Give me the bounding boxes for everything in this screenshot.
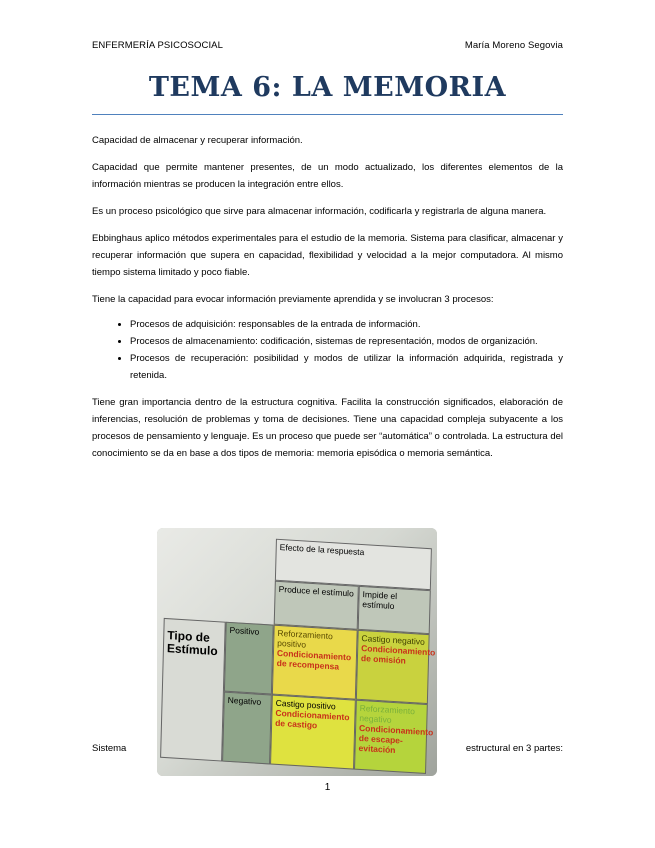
paragraph: Ebbinghaus aplico métodos experimentales para el estudio de la memoria. Sistema para clasificar, almacenar y recuperar información que supera en capacidad, flexibilidad y velocidad a la mejor computadora. Al mismo tiempo sistema limitado y poco fiable. — [92, 233, 563, 278]
cell-tipo-estimulo: Tipo de Estímulo — [160, 618, 226, 762]
cell-produce: Produce el estímulo — [274, 581, 359, 630]
cell-efecto: Efecto de la respuesta — [275, 539, 432, 590]
label-castigo-positivo: Castigo positivo — [275, 697, 336, 712]
paragraph: Tiene gran importancia dentro de la estructura cognitiva. Facilita la construcción significados, elaboración de inferencias, resolución de problemas y toma de decisiones. Tiene una capacidad compleja subyacente a los procesos de pensamiento y lenguaje. Es un proceso que puede ser “automática” o controlada. La estructura del conocimiento se da en base a dos tipos de memoria: memoria episódica o memoria semántica. — [92, 397, 563, 459]
document-body — [92, 132, 563, 472]
cell-reforzamiento-negativo — [354, 700, 434, 774]
process-list — [92, 316, 563, 384]
cell-negativo: Negativo — [222, 692, 272, 765]
label-cond-castigo: Condicionamiento de castigo — [275, 707, 350, 731]
paragraph: Capacidad que permite mantener presentes, de un modo actualizado, los diferentes elementos de la información mientras se producen la integración entre ellos. — [92, 162, 563, 190]
list-item: • Procesos de recuperación: posibilidad y modos de utilizar la información adquirida, registrada y retenida. — [130, 350, 563, 384]
list-item: • Procesos de adquisición: responsables de la entrada de información. — [130, 316, 563, 333]
cell-castigo-positivo — [270, 695, 356, 770]
conditioning-table — [160, 532, 436, 774]
cell-positivo: Positivo — [224, 622, 274, 695]
title-underline — [92, 114, 563, 115]
conditioning-table-photo — [157, 528, 437, 776]
cell-reforzamiento-positivo — [272, 625, 358, 700]
page-title: TEMA 6: LA MEMORIA — [148, 72, 507, 103]
label-cond-escape: Condicionamiento de escape-evitación — [358, 722, 434, 756]
page-number: 1 — [324, 782, 331, 793]
paragraph: Tiene la capacidad para evocar información previamente aprendida y se involucran 3 procesos: — [92, 294, 494, 305]
label-castigo-negativo: Castigo negativo — [361, 633, 425, 647]
header-course: ENFERMERÍA PSICOSOCIAL — [92, 40, 224, 51]
cell-impide: Impide el estímulo — [358, 586, 431, 634]
list-item: • Procesos de almacenamiento: codificación, sistemas de representación, modos de organización. — [130, 333, 563, 350]
header-author: María Moreno Segovia — [464, 40, 563, 51]
paragraph: Es un proceso psicológico que sirve para almacenar información, codificarla y registrarla de alguna manera. — [92, 206, 547, 217]
caption-right: estructural en 3 partes: — [465, 743, 563, 754]
label-reforzamiento-negativo: Reforzamiento negativo — [359, 702, 416, 725]
caption-left: Sistema — [92, 743, 127, 754]
cell-castigo-negativo — [356, 630, 436, 704]
label-cond-omision: Condicionamiento de omisión — [360, 642, 436, 666]
label-reforzamiento-positivo: Reforzamiento positivo — [277, 627, 333, 650]
label-cond-recompensa: Condicionamiento de recompensa — [276, 647, 352, 672]
paragraph: Capacidad de almacenar y recuperar información. — [92, 135, 303, 146]
